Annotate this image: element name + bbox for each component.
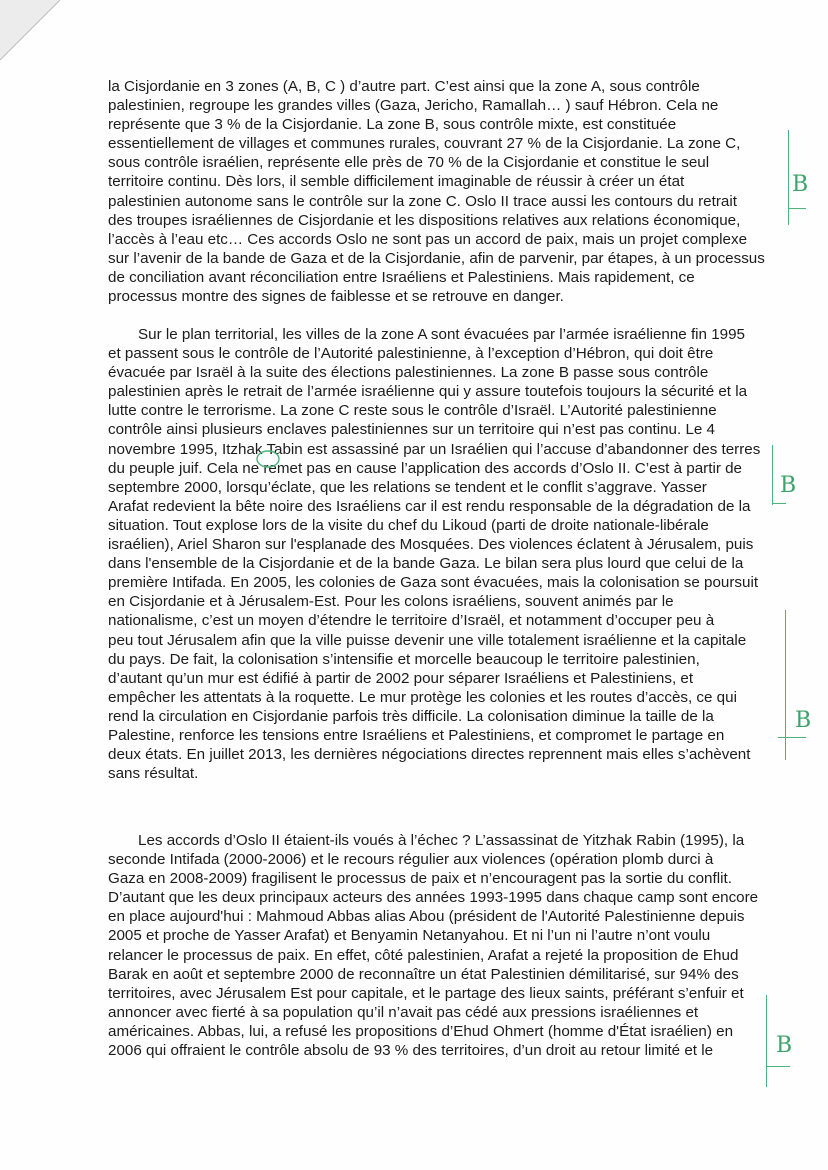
margin-bracket-tick [772, 503, 786, 504]
text-line: septembre 2000, lorsqu’éclate, que les relations se tendent et le conflit s’aggrave. Yasser [108, 478, 707, 496]
text-line: peu tout Jérusalem afin que la ville puisse devenir une ville totalement israélienne et la capitale [108, 631, 747, 649]
text-line: palestinien après le retrait de l’armée israélienne qui y assure toutefois toujours la sécurité et la [108, 383, 748, 401]
text-line: processus montre des signes de faiblesse et se retrouve en danger. [108, 288, 564, 306]
text-line: et passent sous le contrôle de l’Autorité palestinienne, à l’exception d’Hébron, qui doit être [108, 345, 714, 363]
text-line: nationalisme, c’est un moyen d’étendre le territoire d’Israël, et notamment d’occuper peu à [108, 612, 715, 630]
margin-grade-mark: B [792, 172, 809, 197]
margin-grade-mark: B [795, 708, 812, 733]
text-line: en Cisjordanie et à Jérusalem-Est. Pour les colons israéliens, souvent animés par le [108, 593, 674, 611]
text-line: essentiellement de villages et communes rurales, couvrant 27 % de la Cisjordanie. La zone C, [108, 135, 741, 153]
text-line: Arafat redevient la bête noire des Israéliens car il est rendu responsable de la dégradation de la [108, 497, 751, 515]
text-line: de conciliation avant réconciliation entre Israéliens et Palestiniens. Mais rapidement, ce [108, 268, 695, 286]
page-corner-fold [0, 0, 60, 60]
text-line: sous contrôle israélien, représente elle près de 70 % de la Cisjordanie et constitue le seul [108, 154, 710, 172]
text-line: Gaza en 2008-2009) fragilisent le processus de paix et n’encouragent pas la sortie du conflit. [108, 870, 732, 888]
margin-bracket [766, 995, 767, 1087]
text-line: seconde Intifada (2000-2006) et le recours régulier aux violences (opération plomb durci à [108, 851, 714, 869]
margin-bracket-tick [778, 737, 806, 738]
text-line: deux états. En juillet 2013, les dernières négociations directes reprennent mais elles s’achèvent [108, 746, 751, 764]
margin-bracket-tick [788, 208, 806, 209]
text-line: Palestine, renforce les tensions entre Israéliens et Palestiniens, et compromet le partage en [108, 726, 725, 744]
text-line: dans l'ensemble de la Cisjordanie et de la bande Gaza. Le bilan sera plus lourd que celui de la [108, 555, 744, 573]
text-line: du pays. De fait, la colonisation s’intensifie et morcelle beaucoup le territoire palestinien, [108, 650, 700, 668]
text-line: novembre 1995, Itzhak Tabin est assassiné par un Israélien qui l’accuse d’abandonner des terres [108, 440, 761, 458]
text-line: relancer le processus de paix. En effet, côté palestinien, Arafat a rejeté la proposition de Ehud [108, 946, 739, 964]
text-line: évacuée par Israël à la suite des élections palestiniennes. La zone B passe sous contrôle [108, 364, 709, 382]
text-line: des troupes israéliennes de Cisjordanie et les dispositions relatives aux relations économique, [108, 211, 741, 229]
text-line: américaines. Abbas, lui, a refusé les propositions d’Ehud Ohmert (homme d'État israélien) en [108, 1022, 734, 1040]
paragraph-1 [108, 77, 768, 306]
text-line: palestinien autonome sans le contrôle sur la zone C. Oslo II trace aussi les contours du retrait [108, 192, 737, 210]
text-line: sur l’avenir de la bande de Gaza et de la Cisjordanie, afin de parvenir, par étapes, à un processus [108, 249, 765, 267]
paragraph-3 [108, 831, 768, 1060]
margin-bracket [788, 130, 789, 225]
text-line: sans résultat. [108, 765, 199, 783]
text-line: rend la circulation en Cisjordanie parfois très difficile. La colonisation diminue la taille de la [108, 707, 714, 725]
text-line: en place aujourd'hui : Mahmoud Abbas alias Abou (président de l'Autorité Palestinienne depuis [108, 908, 745, 926]
text-line: Les accords d’Oslo II étaient-ils voués à l’échec ? L’assassinat de Yitzhak Rabin (1995), la [138, 832, 745, 849]
text-line: empêcher les attentats à la roquette. Le mur protège les colonies et les routes d’accès, ce qui [108, 688, 737, 706]
text-line: territoire continu. Dès lors, il semble difficilement imaginable de réussir à créer un état [108, 173, 685, 191]
margin-grade-mark: B [776, 1033, 793, 1058]
text-line: territoires, avec Jérusalem Est pour capitale, et le partage des lieux saints, préférant s’enfuir et [108, 984, 744, 1002]
text-line: du peuple juif. Cela ne remet pas en cause l’application des accords d’Oslo II. C’est à partir de [108, 459, 743, 477]
text-line: D’autant que les deux principaux acteurs des années 1993-1995 dans chaque camp sont encore [108, 889, 759, 907]
text-line: israélien), Ariel Sharon sur l'esplanade des Mosquées. Des violences éclatent à Jérusalem, puis [108, 536, 754, 554]
margin-bracket-tick [766, 1066, 790, 1067]
ink-circle-mark [255, 449, 281, 469]
text-line: Barak en août et septembre 2000 de reconnaître un état Palestinien démilitarisé, sur 94% des [108, 965, 739, 983]
text-line: annoncer avec fierté à sa population qu’il n’avait pas cédé aux pressions israéliennes et [108, 1003, 699, 1021]
margin-grade-mark: B [780, 473, 797, 498]
text-line: situation. Tout explose lors de la visite du chef du Likoud (parti de droite nationale-libérale [108, 516, 709, 534]
text-line: première Intifada. En 2005, les colonies de Gaza sont évacuées, mais la colonisation se poursuit [108, 574, 759, 592]
text-line: lutte contre le terrorisme. La zone C reste sous le contrôle d’Israël. L’Autorité palestinienne [108, 402, 717, 420]
text-line: 2006 qui offraient le contrôle absolu de 93 % des territoires, d’un droit au retour limité et le [108, 1042, 714, 1060]
text-line: palestinien, regroupe les grandes villes (Gaza, Jericho, Ramallah… ) sauf Hébron. Cela ne [108, 97, 719, 115]
text-line: 2005 et proche de Yasser Arafat) et Benyamin Netanyahou. Et ni l’un ni l’autre n’ont voulu [108, 927, 711, 945]
text-line: d’autant qu’un mur est édifié à partir de 2002 pour séparer Israéliens et Palestiniens, et [108, 669, 694, 687]
text-line: représente que 3 % de la Cisjordanie. La zone B, sous contrôle mixte, est constituée [108, 116, 677, 134]
text-line: la Cisjordanie en 3 zones (A, B, C ) d’autre part. C’est ainsi que la zone A, sous contrôle [108, 78, 700, 95]
margin-bracket [772, 445, 773, 505]
paragraph-2 [108, 325, 768, 783]
text-line: Sur le plan territorial, les villes de la zone A sont évacuées par l’armée israélienne fin 1995 [138, 326, 745, 343]
text-line: l’accès à l’eau etc… Ces accords Oslo ne sont pas un accord de paix, mais un projet complexe [108, 230, 748, 248]
text-line: contrôle ainsi plusieurs enclaves palestiniennes sur un territoire qui n’est pas continu. Le 4 [108, 421, 716, 439]
